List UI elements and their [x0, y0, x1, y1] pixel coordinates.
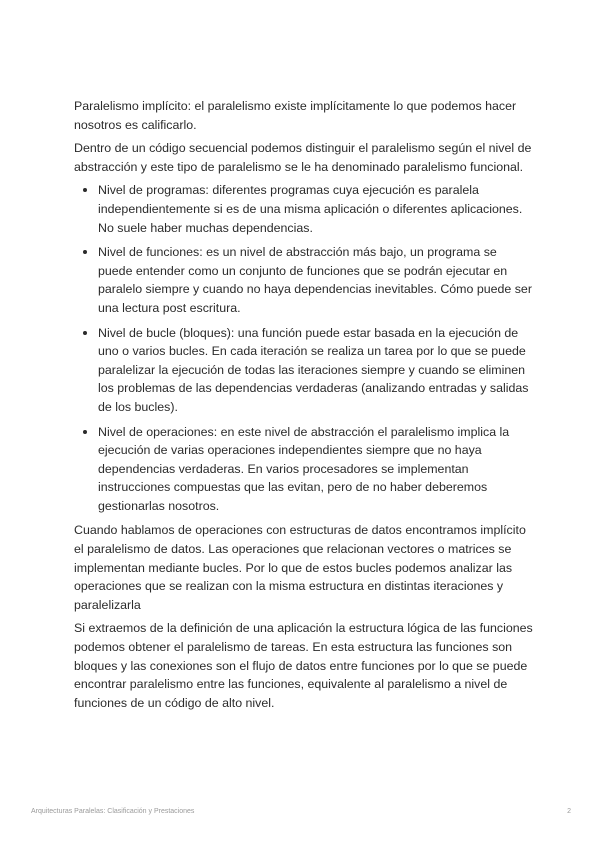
list-item-program-level: Nivel de programas: diferentes programas cuya ejecución es paralela independientemente si es de una misma aplicación o diferentes aplicaciones. No suele haber muchas dependencias.: [98, 181, 534, 237]
document-body: [74, 97, 534, 717]
page-footer: [31, 808, 571, 815]
paragraph-task-parallelism: Si extraemos de la definición de una aplicación la estructura lógica de las funciones podemos obtener el paralelismo de tareas. En esta estructura las funciones son bloques y las conexiones son el flujo de datos entre funciones por lo que se puede encontrar paralelismo entre las funciones, equivalente al paralelismo a nivel de funciones de un código de alto nivel.: [74, 621, 533, 710]
abstraction-levels-list: [74, 181, 534, 515]
list-item-operation-level: Nivel de operaciones: en este nivel de abstracción el paralelismo implica la ejecución de varias operaciones independientes siempre que no haya dependencias verdaderas. En varios procesadores se implementan instrucciones compuestas que las evitan, pero de no haber deberemos gestionarlas nosotros.: [98, 423, 534, 516]
paragraph-functional-parallelism: Dentro de un código secuencial podemos distinguir el paralelismo según el nivel de abstracción y este tipo de paralelismo se le ha denominado paralelismo funcional.: [74, 141, 532, 174]
footer-page-number: 2: [567, 808, 571, 815]
paragraph-implicit-parallelism: Paralelismo implícito: el paralelismo existe implícitamente lo que podemos hacer nosotros es calificarlo.: [74, 99, 517, 132]
list-item-function-level: Nivel de funciones: es un nivel de abstracción más bajo, un programa se puede entender como un conjunto de funciones que se podrán ejecutar en paralelo siempre y cuando no haya dependencias inevitables. Cómo puede ser una lectura post escritura.: [98, 243, 534, 317]
paragraph-data-parallelism: Cuando hablamos de operaciones con estructuras de datos encontramos implícito el paralelismo de datos. Las operaciones que relacionan vectores o matrices se implementan mediante bucles. Por lo que de estos bucles podemos analizar las operaciones que se realizan con la misma estructura en distintas iteraciones y paralelizarla: [74, 523, 526, 612]
footer-document-title: Arquitecturas Paralelas: Clasificación y Prestaciones: [31, 808, 195, 815]
list-item-loop-level: Nivel de bucle (bloques): una función puede estar basada en la ejecución de uno o varios bucles. En cada iteración se realiza un tarea por lo que se puede paralelizar la ejecución de todas las iteraciones siempre y cuando se eliminen los problemas de las dependencias verdaderas (analizando entradas y salidas de los bucles).: [98, 324, 534, 417]
